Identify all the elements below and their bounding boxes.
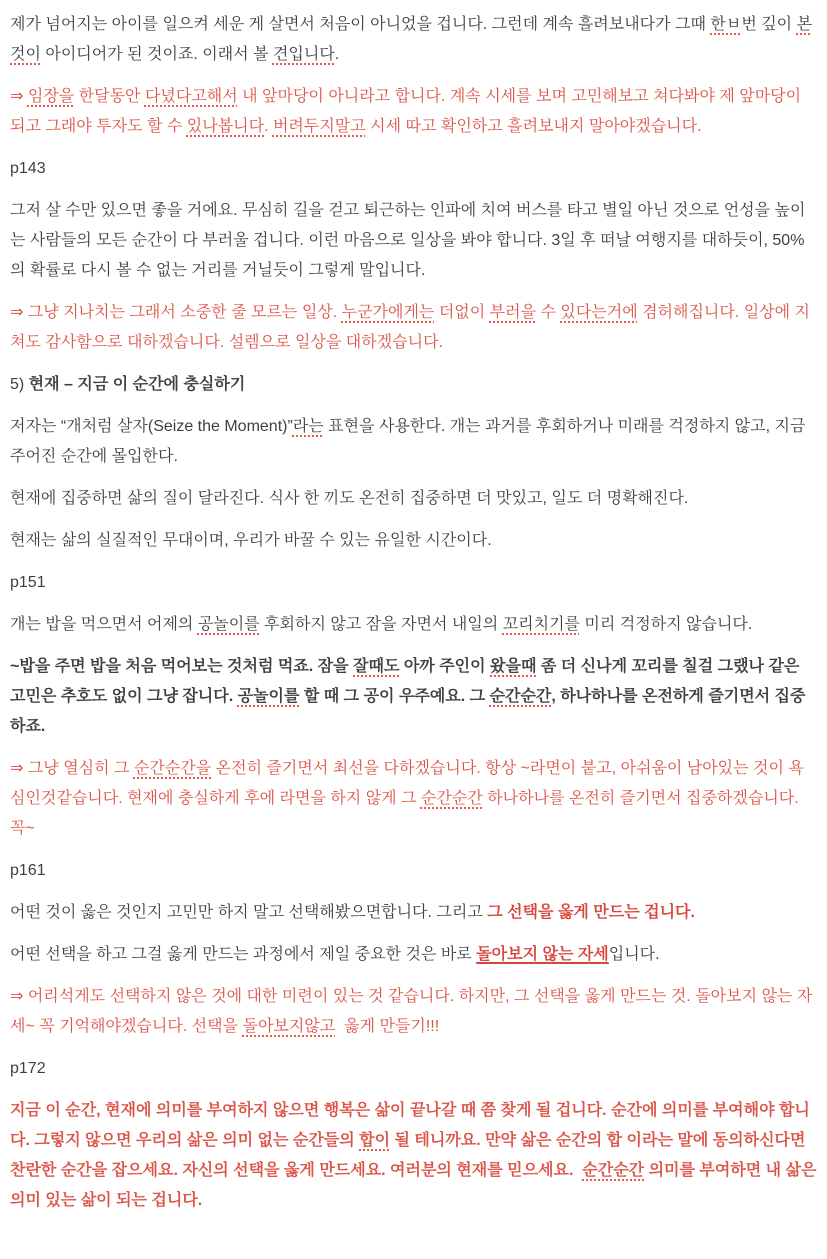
page-reference — [10, 856, 817, 886]
text-run: 제가 넘어지는 아이를 일으켜 세운 게 살면서 처음이 아니었을 겁니다. 그런데 계속 흘려보내다가 그때 — [10, 16, 711, 33]
document-body — [10, 10, 821, 1216]
text-run: ~밥을 주면 밥을 처음 먹어보는 것처럼 먹죠. 잠을 — [10, 658, 354, 675]
text-run: 겸허해집니다. 일상에 지쳐도 감사함으로 대하겠습니다. 설렘으로 일상을 대하겠습니다. — [10, 304, 810, 351]
text-run: . — [334, 46, 340, 63]
paragraph — [10, 196, 817, 286]
spellcheck-flagged-text: 견입니다 — [272, 46, 335, 63]
text-run: 후회하지 않고 잠을 자면서 내일의 — [259, 616, 503, 633]
paragraph — [10, 82, 817, 142]
spellcheck-flagged-text: 있다는거에 — [560, 304, 638, 321]
text-run: ⇒ 그냥 열심히 그 — [10, 760, 134, 777]
page-reference — [10, 154, 817, 184]
text-run: 한달동안 — [74, 88, 145, 105]
text-run: 좀 더 신나게 꼬리를 칠걸 그랬나 같은 고민은 추호도 없이 그냥 잡니다. — [10, 658, 804, 705]
spellcheck-flagged-text: 있나봅니다 — [186, 118, 265, 135]
paragraph — [10, 526, 817, 556]
text-run: 개는 밥을 먹으면서 어제의 — [10, 616, 198, 633]
text-run: 표현을 사용한다. 개는 과거를 후회하거나 미래를 걱정하지 않고, 지금 주어진 순간에 몰입한다. — [10, 418, 810, 465]
paragraph — [10, 412, 817, 472]
paragraph — [10, 982, 817, 1042]
text-run: 현재에 집중하면 삶의 질이 달라진다. 식사 한 끼도 온전히 집중하면 더 맛있고, 일도 더 명확해진다. — [10, 490, 689, 507]
text-run: p143 — [10, 160, 46, 177]
text-run: 입니다. — [608, 946, 660, 963]
text-run: 내 앞마당이 아니라고 합니다. 계속 시세를 보며 고민해보고 쳐다봐야 제 앞마당이 되고 그래야 투자도 할 수 — [10, 88, 806, 135]
spellcheck-flagged-text: 공놀이를 — [237, 688, 300, 705]
text-run: 번 깊이 — [741, 16, 797, 33]
spellcheck-flagged-text: 잘때도 — [353, 658, 400, 675]
text-run: 저자는 “개처럼 살자(Seize the Moment)” — [10, 418, 293, 435]
text-run: 돌아보지 않는 자세 — [476, 946, 609, 963]
text-run: 아까 주인이 — [399, 658, 491, 675]
text-run: 시세 따고 확인하고 흘려보내지 말아야겠습니다. — [365, 118, 702, 135]
page-reference — [10, 1054, 817, 1084]
text-run: ⇒ 그냥 지나치는 그래서 소중한 줄 모르는 일상. — [10, 304, 342, 321]
text-run: 그저 살 수만 있으면 좋을 거에요. 무심히 길을 걷고 퇴근하는 인파에 치여 버스를 타고 별일 아닌 것으로 언성을 높이는 사람들의 모든 순간이 다 부러울 겁니다. 이런 마음으로 일상을 봐야 합니다. 3일 후 떠날 여행지를 대하듯이, 50%의 확률로 다시 볼 수 없는 거리를 거닐듯이 그렇게 말입니다. — [10, 202, 806, 279]
text-run: 의미를 부여하면 내 삶은 의미 있는 삶이 되는 겁니다. — [10, 1162, 821, 1209]
spellcheck-flagged-text: 버려두지말고 — [272, 118, 366, 135]
text-run: 옳게 만들기!!! — [335, 1018, 440, 1035]
text-run: 하나하나를 온전히 즐기면서 집중하겠습니다. 꼭~ — [10, 790, 804, 837]
spellcheck-flagged-text: 라는 — [292, 418, 324, 435]
spellcheck-flagged-text: 순간순간 — [582, 1162, 645, 1179]
text-run: ⇒ — [10, 88, 28, 105]
text-run: 그 선택을 옳게 만드는 겁니다. — [487, 904, 695, 921]
text-run: p161 — [10, 862, 46, 879]
spellcheck-flagged-text: 부러을 — [489, 304, 537, 321]
text-run: 아이디어가 된 것이죠. 이래서 볼 — [40, 46, 273, 63]
text-run: 온전히 즐기면서 최선을 다하겠습니다. 항상 ~라면이 붙고, 아쉬움이 남아있는 것이 욕심인것같습니다. 현재에 충실하게 후에 라면을 하지 않게 그 — [10, 760, 804, 807]
text-run: 현재 – 지금 이 순간에 충실하기 — [28, 376, 246, 393]
text-run: 할 때 그 공이 우주예요. 그 — [299, 688, 490, 705]
paragraph — [10, 484, 817, 514]
text-run: p151 — [10, 574, 46, 591]
paragraph — [10, 652, 817, 742]
page-reference — [10, 568, 817, 598]
paragraph — [10, 754, 817, 844]
text-run: 더없이 — [434, 304, 490, 321]
text-run: . — [264, 118, 273, 135]
spellcheck-flagged-text: 합이 — [359, 1132, 391, 1149]
text-run: 지금 이 순간, 현재에 의미를 부여하지 않으면 행복은 삶이 끝나갈 때 쯤 찾게 될 겁니다. 순간에 의미를 부여해야 합니다. 그렇지 않으면 우리의 삶은 의미 없는 순간들의 — [10, 1102, 810, 1149]
text-run: , 하나하나를 온전하게 즐기면서 집중하죠. — [10, 688, 806, 735]
spellcheck-flagged-text: 순간순간 — [420, 790, 483, 807]
spellcheck-flagged-text: 공놀이를 — [197, 616, 260, 633]
text-run: 어떤 것이 옳은 것인지 고민만 하지 말고 선택해봤으면합니다. 그리고 — [10, 904, 488, 921]
paragraph — [10, 10, 817, 70]
spellcheck-flagged-text: 순간순간 — [489, 688, 552, 705]
paragraph — [10, 610, 817, 640]
text-run: 미리 걱정하지 않습니다. — [579, 616, 753, 633]
spellcheck-flagged-text: 한ㅂ — [710, 16, 742, 33]
spellcheck-flagged-text: 누군가에게는 — [341, 304, 435, 321]
spellcheck-flagged-text: 순간순간을 — [133, 760, 212, 777]
spellcheck-flagged-text: 꼬리치기를 — [502, 616, 580, 633]
text-run: p172 — [10, 1060, 46, 1077]
paragraph — [10, 1096, 821, 1216]
text-run: 될 테니까요. 만약 삶은 순간의 합 이라는 말에 동의하신다면 찬란한 순간을 잡으세요. 자신의 선택을 옳게 만드세요. 여러분의 현재를 믿으세요. — [10, 1132, 810, 1179]
paragraph — [10, 940, 817, 970]
paragraph — [10, 298, 817, 358]
spellcheck-flagged-text: 본것이 — [10, 16, 813, 63]
spellcheck-flagged-text: 왔을때 — [490, 658, 537, 675]
spellcheck-flagged-text: 임장을 — [27, 88, 75, 105]
text-run: 현재는 삶의 실질적인 무대이며, 우리가 바꿀 수 있는 유일한 시간이다. — [10, 532, 492, 549]
section-heading — [10, 370, 817, 400]
text-run: ⇒ 어리석게도 선택하지 않은 것에 대한 미련이 있는 것 같습니다. 하지만, 그 선택을 옳게 만드는 것. 돌아보지 않는 자세~ 꼭 기억해야겠습니다. 선택을 — [10, 988, 813, 1035]
spellcheck-flagged-text: 다녔다고해서 — [144, 88, 238, 105]
paragraph — [10, 898, 817, 928]
text-run: 수 — [536, 304, 561, 321]
spellcheck-flagged-text: 돌아보지않고 — [242, 1018, 336, 1035]
text-run: 5) — [10, 376, 29, 393]
text-run: 어떤 선택을 하고 그걸 옳게 만드는 과정에서 제일 중요한 것은 바로 — [10, 946, 477, 963]
